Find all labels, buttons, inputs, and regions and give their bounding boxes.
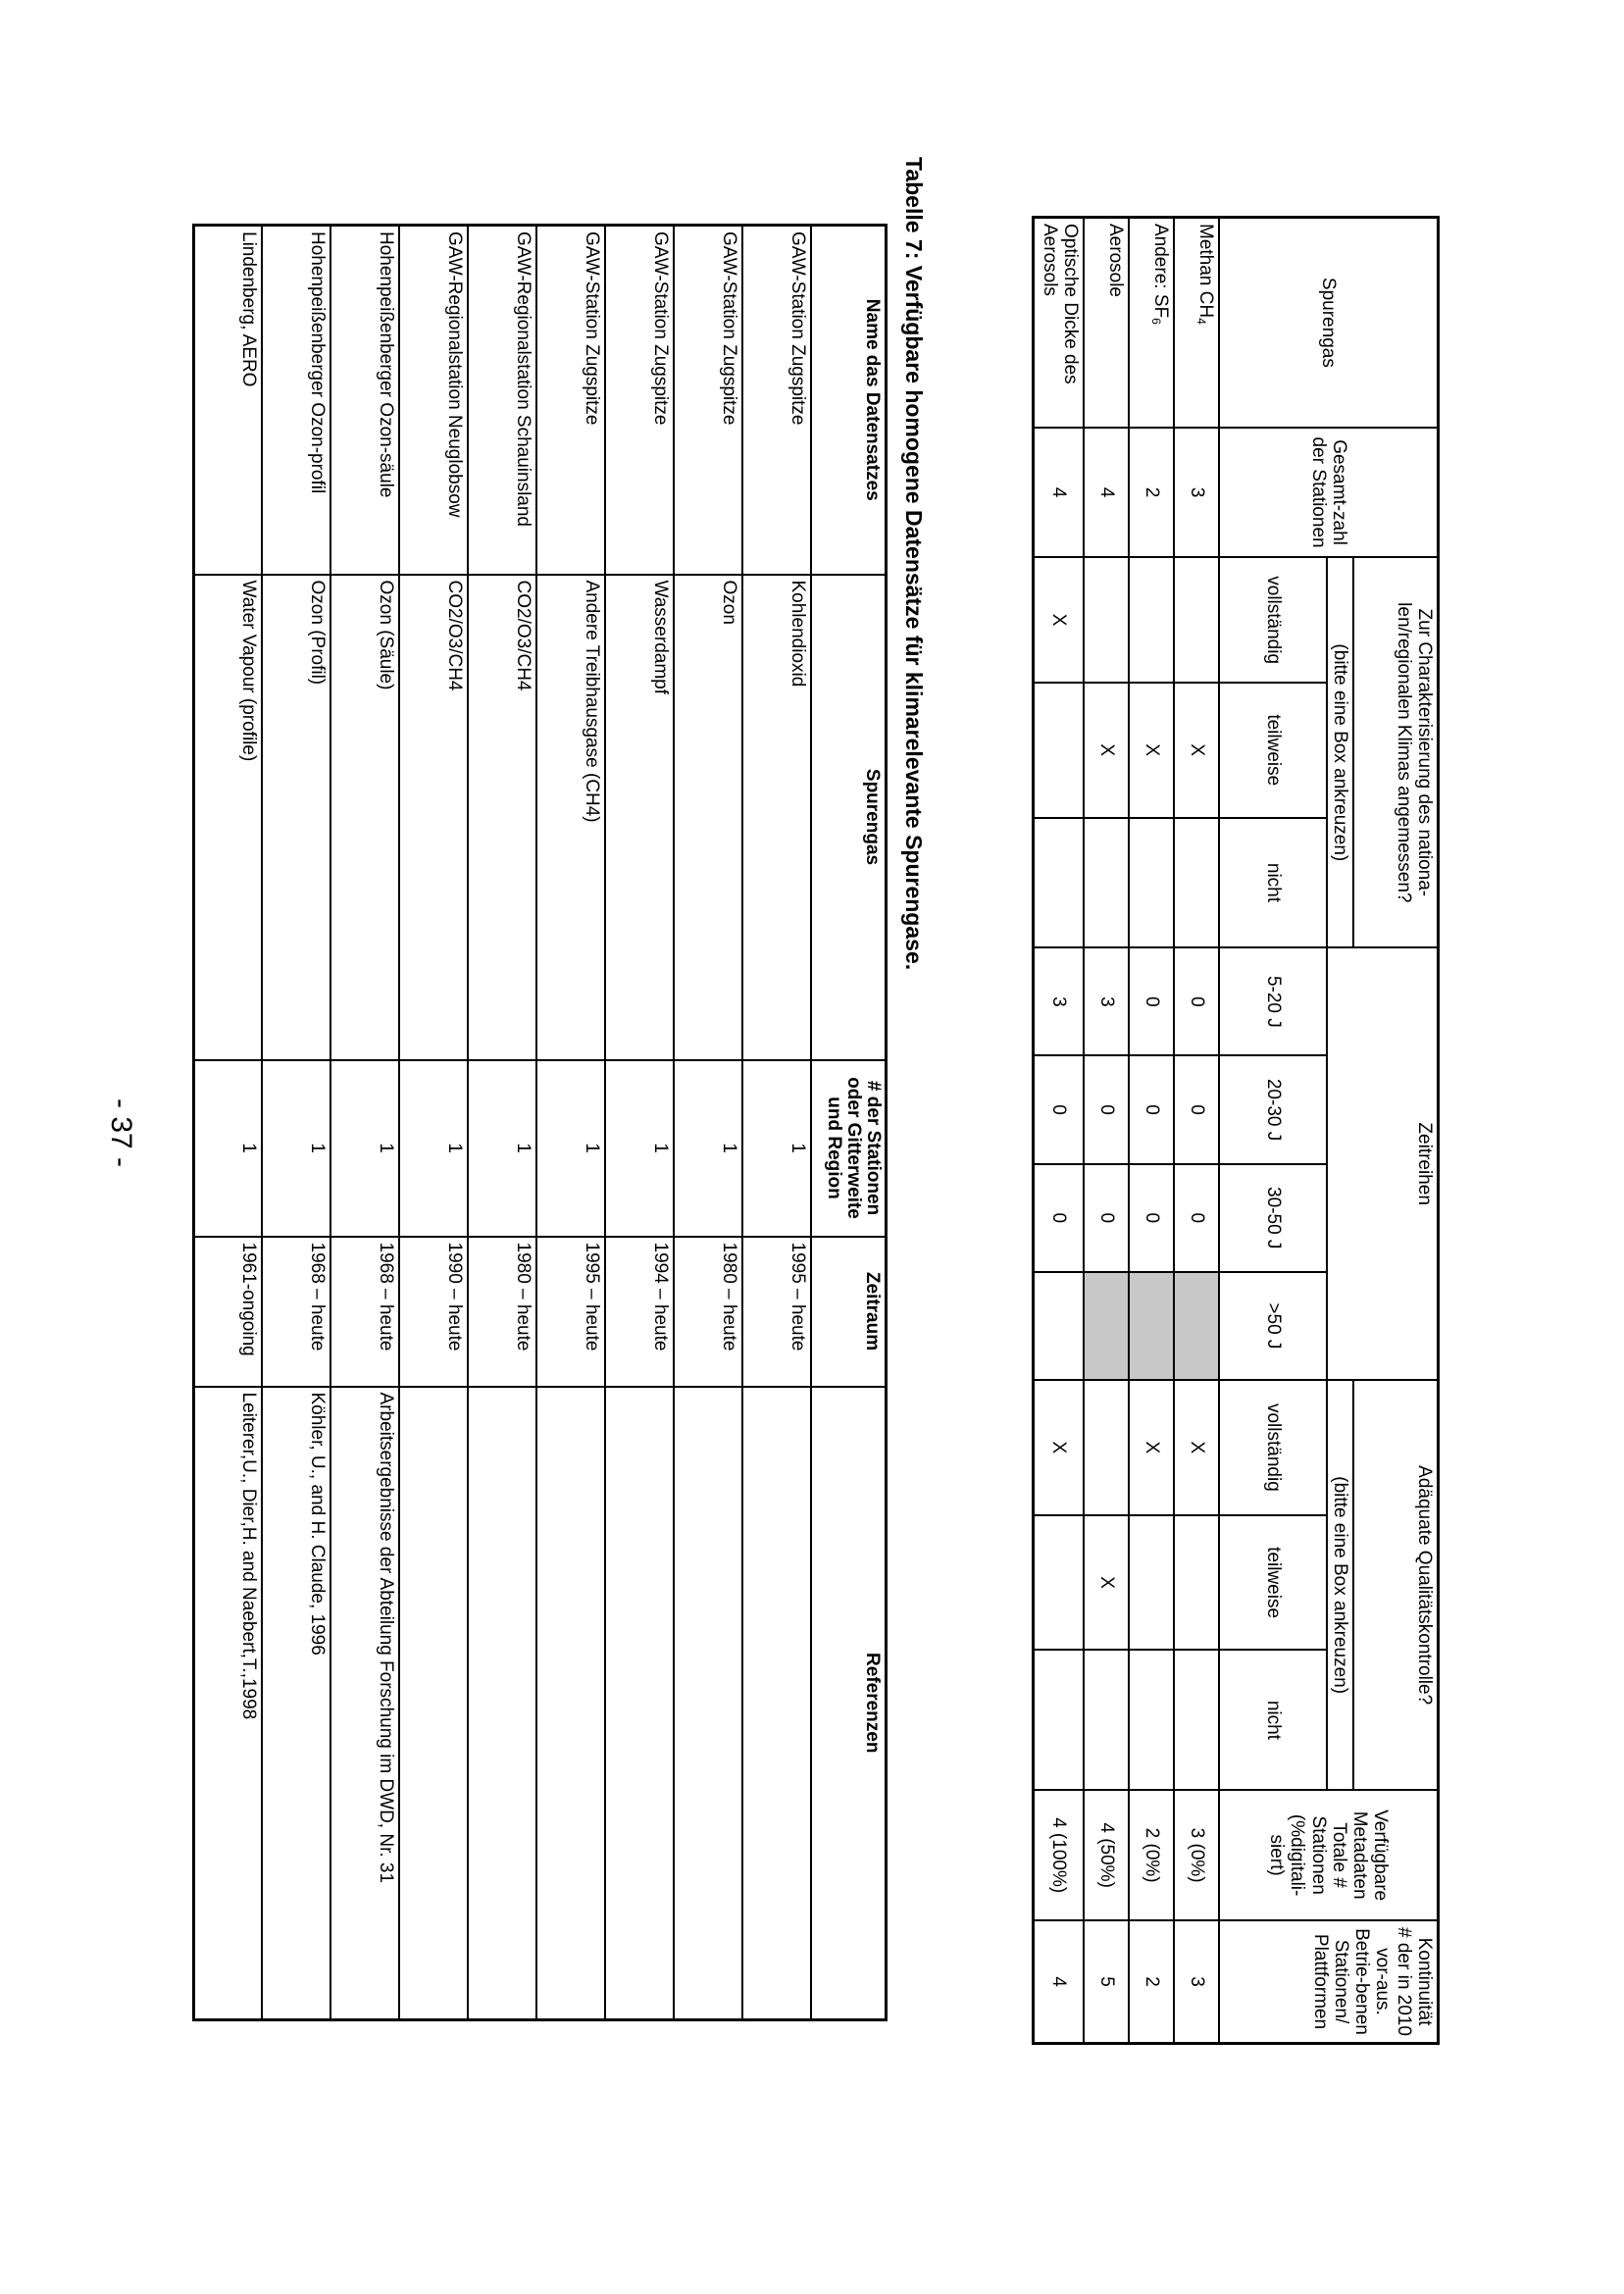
t6-row-name-text: Optische Dicke des Aerosols [1039, 224, 1082, 384]
t6-header-teilweise: teilweise [1219, 683, 1327, 818]
t7-cell-stationen: 1 [675, 1060, 743, 1237]
t6-cell [1084, 1380, 1129, 1515]
t6-cell: X [1084, 683, 1129, 818]
t7-cell-stationen: 1 [743, 1060, 812, 1237]
t6-cell: 0 [1033, 1164, 1084, 1272]
t7-cell-name: Hohenpeißenberger Ozon-säule [331, 226, 400, 575]
t7-cell-zeitraum: 1990 – heute [400, 1237, 469, 1387]
t6-cell: 4 (50%) [1084, 1790, 1129, 1920]
t7-cell-ref: Köhler, U., and H. Claude, 1996 [263, 1387, 331, 2020]
t6-header-q-nicht: nicht [1219, 1650, 1327, 1790]
t6-cell [1174, 557, 1219, 683]
t6-cell: 2 (0%) [1129, 1790, 1174, 1920]
t6-cell [1174, 1515, 1219, 1651]
t6-cell [1129, 557, 1174, 683]
t7-cell-stationen: 1 [537, 1060, 606, 1237]
t6-header-zeitreihen-label: Zeitreihen [1414, 1122, 1435, 1205]
table-row [263, 226, 331, 2020]
t6-cell: 3 [1084, 947, 1129, 1055]
t7-cell-name: GAW-Regionalstation Neuglobsow [400, 226, 469, 575]
t6-row-name-text: Aerosole [1105, 224, 1127, 297]
t6-header-bitte-box-2: (bitte eine Box ankreuzen) [1327, 1380, 1353, 1790]
t7-header-referenzen: Referenzen [812, 1387, 887, 2020]
t6-header-zeitreihen [1327, 947, 1438, 1380]
t6-cell: 3 [1174, 1920, 1219, 2044]
t7-cell-gas: Ozon [675, 575, 743, 1060]
t6-cell: 4 [1033, 428, 1084, 558]
t6-header-kontinuitaet [1219, 1920, 1438, 2044]
table-row [1033, 218, 1084, 2044]
t7-cell-ref [469, 1387, 537, 2020]
t7-cell-ref [400, 1387, 469, 2020]
t6-row-name [1084, 218, 1129, 428]
t6-header-kontinuitaet-sub: # der in 2010 vor-aus. Betrie-benen Stationen/ Plattformen [1309, 1927, 1414, 2036]
t6-cell: 0 [1174, 1164, 1219, 1272]
t7-cell-ref [675, 1387, 743, 2020]
t6-header-metadaten: Verfügbare Metadaten Totale # Stationen (%digitali-siert) [1219, 1790, 1438, 1920]
t6-cell: 0 [1129, 1164, 1174, 1272]
t6-cell-shaded [1084, 1272, 1129, 1380]
table-row [1129, 218, 1174, 2044]
t7-cell-stationen: 1 [194, 1060, 263, 1237]
t6-cell: 2 [1129, 428, 1174, 558]
t7-cell-zeitraum: 1980 – heute [675, 1237, 743, 1387]
t7-cell-ref: Leiterer,U., Dier,H. and Naebert,T.,1998 [194, 1387, 263, 2020]
t7-cell-zeitraum: 1994 – heute [606, 1237, 675, 1387]
table-6-header-row-1 [1354, 218, 1439, 2044]
t6-cell [1033, 1272, 1084, 1380]
t6-header-qualitaet: Adäquate Qualitätskontrolle? [1354, 1380, 1439, 1790]
t7-cell-gas: CO2/O3/CH4 [400, 575, 469, 1060]
t6-cell [1084, 557, 1129, 683]
t7-cell-zeitraum: 1961-ongoing [194, 1237, 263, 1387]
t7-cell-gas: Wasserdampf [606, 575, 675, 1060]
t6-cell: 0 [1174, 947, 1219, 1055]
t6-cell [1129, 1515, 1174, 1651]
t6-header-z2: 20-30 J [1219, 1055, 1327, 1163]
table-6-container [1032, 216, 1440, 2045]
t6-cell [1174, 1650, 1219, 1790]
t7-cell-ref [743, 1387, 812, 2020]
t6-row-name [1174, 218, 1219, 428]
t7-cell-zeitraum: 1968 – heute [331, 1237, 400, 1387]
t6-cell: 0 [1084, 1055, 1129, 1163]
t7-cell-gas: Kohlendioxid [743, 575, 812, 1060]
t6-cell [1129, 818, 1174, 948]
t6-row-name-text: Methan CH [1195, 224, 1217, 319]
t6-cell: 0 [1174, 1055, 1219, 1163]
t7-header-stationen: # der Stationen oder Gitterweite und Region [812, 1060, 887, 1237]
t7-cell-name: GAW-Station Zugspitze [675, 226, 743, 575]
table-row [331, 226, 400, 2020]
t6-header-z4: >50 J [1219, 1272, 1327, 1380]
table-row [743, 226, 812, 2020]
t7-cell-name: GAW-Station Zugspitze [743, 226, 812, 575]
t7-header-name: Name das Datensatzes [812, 226, 887, 575]
t6-cell [1084, 1650, 1129, 1790]
t6-cell: 0 [1084, 1164, 1129, 1272]
table-row [675, 226, 743, 2020]
t6-row-name-sub: 4 [1194, 318, 1209, 325]
t7-cell-gas: Ozon (Säule) [331, 575, 400, 1060]
t6-header-nicht: nicht [1219, 818, 1327, 948]
t6-cell: 3 (0%) [1174, 1790, 1219, 1920]
t7-cell-stationen: 1 [469, 1060, 537, 1237]
t6-cell: 0 [1129, 1055, 1174, 1163]
t6-cell: X [1129, 1380, 1174, 1515]
t7-cell-name: GAW-Regionalstation Schauinsland [469, 226, 537, 575]
t7-cell-gas: CO2/O3/CH4 [469, 575, 537, 1060]
t6-cell-shaded [1129, 1272, 1174, 1380]
t6-cell [1033, 818, 1084, 948]
t7-cell-ref: Arbeitsergebnisse der Abteilung Forschung im DWD, Nr. 31 [331, 1387, 400, 2020]
table-7-container [192, 224, 888, 2021]
t6-header-spurengas: Spurengas [1219, 218, 1438, 428]
t7-cell-gas: Andere Treibhausgase (CH4) [537, 575, 606, 1060]
t6-header-bitte-box-1: (bitte eine Box ankreuzen) [1327, 557, 1353, 947]
table-row [537, 226, 606, 2020]
table-7-caption: Tabelle 7: Verfügbare homogene Datensätze für klimarelevante Spurengase. [901, 157, 927, 971]
t6-cell: 4 [1033, 1920, 1084, 2044]
t7-cell-gas: Ozon (Profil) [263, 575, 331, 1060]
t6-cell: 2 [1129, 1920, 1174, 2044]
t6-cell: 5 [1084, 1920, 1129, 2044]
table-row [469, 226, 537, 2020]
t7-cell-name: Lindenberg, AERO [194, 226, 263, 575]
t6-cell: 4 [1084, 428, 1129, 558]
t7-cell-gas: Water Vapour (profile) [194, 575, 263, 1060]
t6-cell: X [1033, 1380, 1084, 1515]
t6-header-z1: 5-20 J [1219, 947, 1327, 1055]
t6-row-name-sub: 6 [1149, 318, 1164, 325]
t6-header-q-teilweise: teilweise [1219, 1515, 1327, 1651]
t6-header-q-vollstaendig: vollständig [1219, 1380, 1327, 1515]
t7-cell-stationen: 1 [263, 1060, 331, 1237]
t7-cell-zeitraum: 1995 – heute [537, 1237, 606, 1387]
table-row [194, 226, 263, 2020]
t6-cell [1033, 683, 1084, 818]
t6-cell: X [1084, 1515, 1129, 1651]
t6-cell: 0 [1129, 947, 1174, 1055]
table-7 [192, 224, 888, 2021]
t6-header-charakterisierung: Zur Charakterisierung des nationa-len/regionalen Klimas angemessen? [1354, 557, 1439, 947]
t7-cell-name: GAW-Station Zugspitze [606, 226, 675, 575]
table-6 [1032, 216, 1440, 2045]
t7-cell-ref [537, 1387, 606, 2020]
t6-header-kontinuitaet-title: Kontinuität [1414, 1937, 1435, 2026]
t6-cell: 0 [1033, 1055, 1084, 1163]
t6-cell: X [1174, 1380, 1219, 1515]
t6-cell: X [1129, 683, 1174, 818]
t6-cell [1033, 1650, 1084, 1790]
t6-cell [1084, 818, 1129, 948]
t6-cell-shaded [1174, 1272, 1219, 1380]
t7-cell-stationen: 1 [331, 1060, 400, 1237]
t6-cell: X [1174, 683, 1219, 818]
t6-cell: 4 (100%) [1033, 1790, 1084, 1920]
t6-cell [1129, 1650, 1174, 1790]
table-7-header-row [812, 226, 887, 2020]
t6-header-z3: 30-50 J [1219, 1164, 1327, 1272]
t6-cell: 3 [1174, 428, 1219, 558]
t7-cell-zeitraum: 1995 – heute [743, 1237, 812, 1387]
t6-cell: X [1033, 557, 1084, 683]
t7-header-spurengas: Spurengas [812, 575, 887, 1060]
t6-cell [1033, 1515, 1084, 1651]
t7-cell-name: Hohenpeißenberger Ozon-profil [263, 226, 331, 575]
t7-cell-name: GAW-Station Zugspitze [537, 226, 606, 575]
table-row [606, 226, 675, 2020]
t6-row-name [1033, 218, 1084, 428]
page-number: - 37 - [105, 1098, 137, 1168]
t7-cell-stationen: 1 [606, 1060, 675, 1237]
table-row [1174, 218, 1219, 2044]
t6-header-vollstaendig: vollständig [1219, 557, 1327, 683]
table-row [400, 226, 469, 2020]
t6-header-gesamtzahl: Gesamt-zahl der Stationen [1219, 428, 1438, 558]
t7-header-zeitraum: Zeitraum [812, 1237, 887, 1387]
t6-row-name-text: Andere: SF [1150, 224, 1172, 319]
t7-cell-zeitraum: 1980 – heute [469, 1237, 537, 1387]
t6-cell [1174, 818, 1219, 948]
t7-cell-zeitraum: 1968 – heute [263, 1237, 331, 1387]
t7-cell-ref [606, 1387, 675, 2020]
t6-cell: 3 [1033, 947, 1084, 1055]
t7-cell-stationen: 1 [400, 1060, 469, 1237]
table-row [1084, 218, 1129, 2044]
t6-row-name [1129, 218, 1174, 428]
